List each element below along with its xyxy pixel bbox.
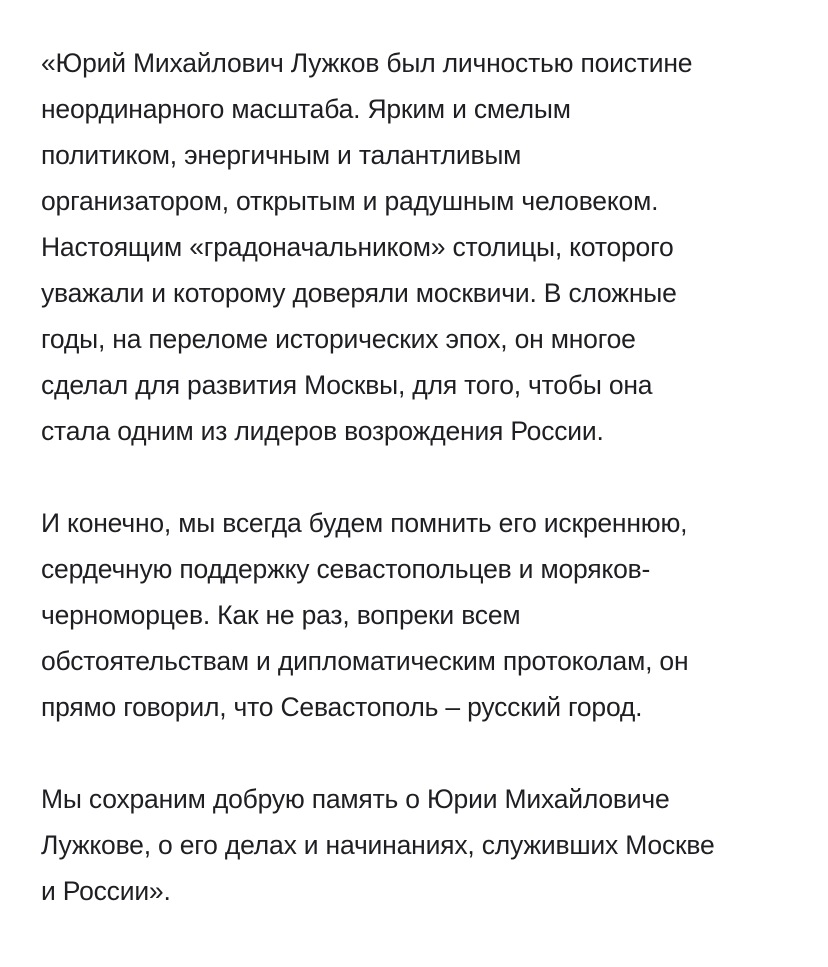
text-line: политиком, энергичным и талантливым xyxy=(41,140,522,170)
paragraph-2 xyxy=(41,500,800,730)
text-line: прямо говорил, что Севастополь – русский город. xyxy=(41,692,643,722)
text-line: сердечную поддержку севастопольцев и моряков- xyxy=(41,554,651,584)
text-line: годы, на переломе исторических эпох, он многое xyxy=(41,324,636,354)
text-line: «Юрий Михайлович Лужков был личностью поистине xyxy=(41,48,693,78)
paragraph-3 xyxy=(41,776,800,914)
text-line: черноморцев. Как не раз, вопреки всем xyxy=(41,600,521,630)
text-line: Лужкове, о его делах и начинаниях, служивших Москве xyxy=(41,830,715,860)
text-line: обстоятельствам и дипломатическим протоколам, он xyxy=(41,646,689,676)
text-line: Мы сохраним добрую память о Юрии Михайловиче xyxy=(41,784,670,814)
text-line: и России». xyxy=(41,876,171,906)
text-line: стала одним из лидеров возрождения России. xyxy=(41,416,604,446)
text-line: И конечно, мы всегда будем помнить его искреннюю, xyxy=(41,508,688,538)
text-line: Настоящим «градоначальником» столицы, которого xyxy=(41,232,674,262)
text-line: организатором, открытым и радушным человеком. xyxy=(41,186,659,216)
text-line: неординарного масштаба. Ярким и смелым xyxy=(41,94,571,124)
text-line: сделал для развития Москвы, для того, чтобы она xyxy=(41,370,653,400)
text-line: уважали и которому доверяли москвичи. В сложные xyxy=(41,278,677,308)
paragraph-1 xyxy=(41,40,800,454)
